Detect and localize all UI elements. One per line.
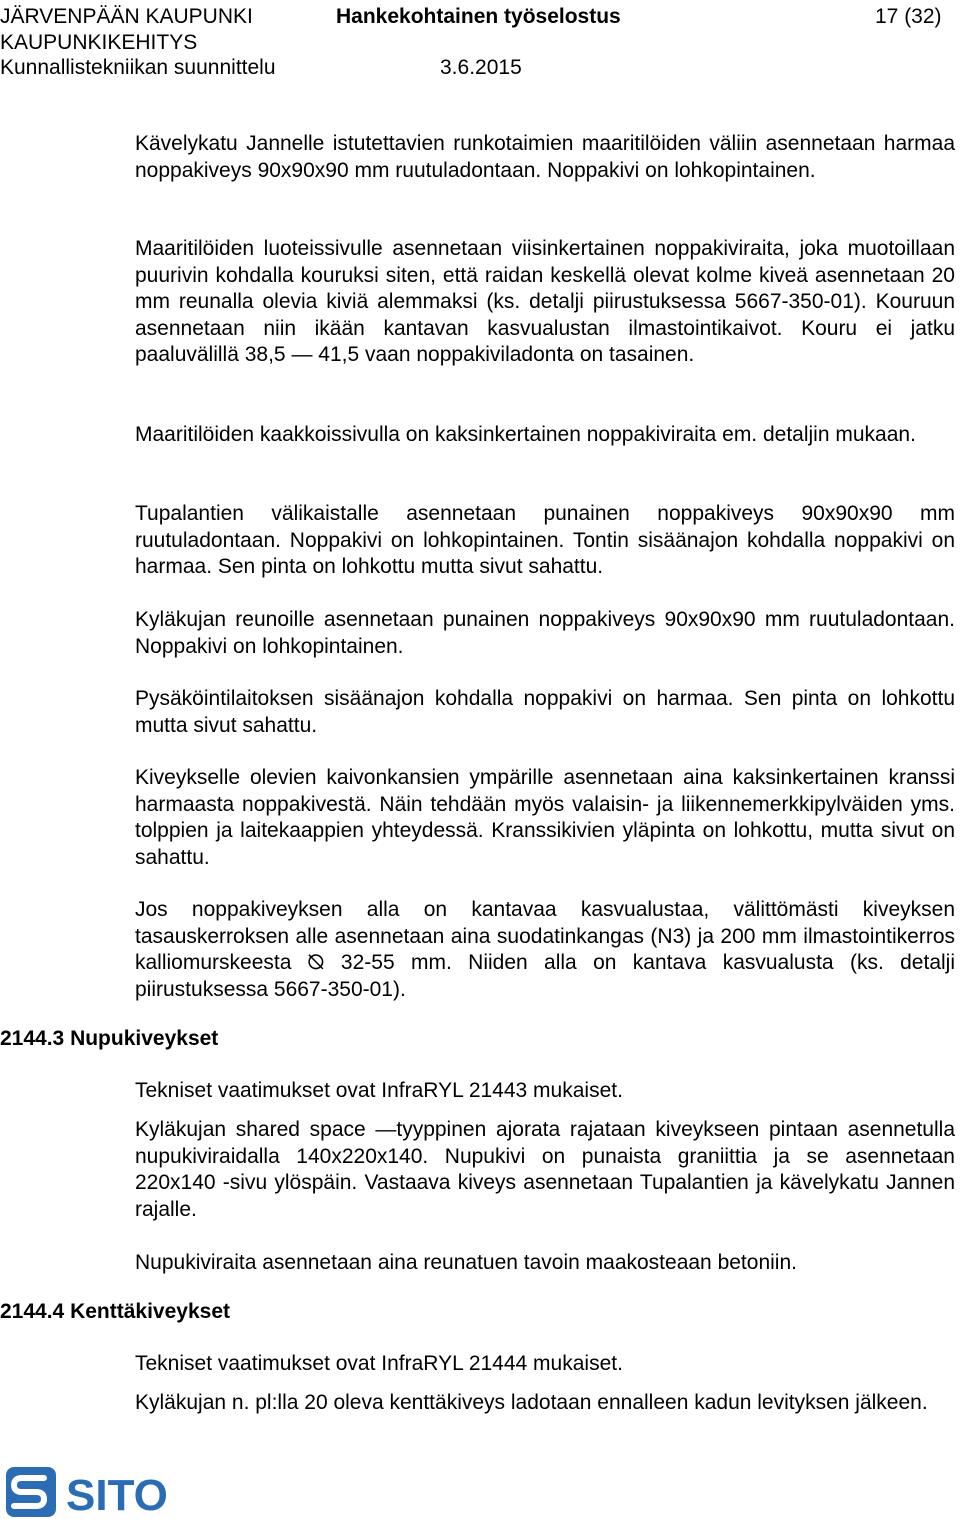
paragraph: Maaritilöiden luoteissivulle asennetaan viisinkertainen noppakiviraita, joka muotoillaan puurivin kohdalla kouruksi siten, että raidan keskellä olevat kolme kiveä asennetaan 20 mm reunalla olevia kiviä alemmaksi (ks. detalji piirustuksessa 5667-350-01). Kouruun asennetaan niin ikään kantavan kasvualustan ilmastointikaivot. Kouru ei jatku paaluvälillä 38,5 — 41,5 vaan noppakiviladonta on tasainen. xyxy=(135,237,955,366)
paragraph: Nupukiviraita asennetaan aina reunatuen tavoin maakosteaan betoniin. xyxy=(135,1251,797,1274)
section-heading-nupukiveykset: 2144.3 Nupukiveykset xyxy=(0,1027,219,1050)
paragraph: Kävelykatu Jannelle istutettavien runkotaimien maaritilöiden väliin asennetaan harmaa noppakiveys 90x90x90 mm ruutuladontaan. Noppakivi on lohkopintainen. xyxy=(135,132,955,182)
paragraph: Pysäköintilaitoksen sisäänajon kohdalla noppakivi on harmaa. Sen pinta on lohkottu mutta sivut sahattu. xyxy=(135,687,955,737)
document-title: Hankekohtainen työselostus xyxy=(336,5,621,28)
paragraph: Tekniset vaatimukset ovat InfraRYL 21444 mukaiset. xyxy=(135,1352,623,1375)
org-name: JÄRVENPÄÄN KAUPUNKI xyxy=(0,5,253,28)
sito-logo-text: SITO xyxy=(66,1471,168,1519)
paragraph: Kyläkujan reunoille asennetaan punainen noppakiveys 90x90x90 mm ruutuladontaan. Noppakivi on lohkopintainen. xyxy=(135,608,955,658)
paragraph: Tupalantien välikaistalle asennetaan punainen noppakiveys 90x90x90 mm ruutuladontaan. Noppakivi on lohkopintainen. Tontin sisäänajon kohdalla noppakivi on harmaa. Sen pinta on lohkottu mutta sivut sahattu. xyxy=(135,502,955,578)
paragraph: Kiveykselle olevien kaivonkansien ympärille asennetaan aina kaksinkertainen kranssi harmaasta noppakivestä. Näin tehdään myös valaisin- ja liikennemerkkipylväiden yms. tolppien ja laitekaappien yhteydessä. Kranssikivien yläpinta on lohkottu, mutta sivut on sahattu. xyxy=(135,766,955,869)
sito-logo xyxy=(0,1464,200,1519)
section-heading-kenttakiveykset: 2144.4 Kenttäkiveykset xyxy=(0,1300,230,1323)
document-date: 3.6.2015 xyxy=(440,56,522,79)
org-unit: Kunnallistekniikan suunnittelu xyxy=(0,56,276,79)
paragraph: Tekniset vaatimukset ovat InfraRYL 21443 mukaiset. xyxy=(135,1079,623,1102)
paragraph: Jos noppakiveyksen alla on kantavaa kasvualustaa, välittömästi kiveyksen tasauskerroksen alle asennetaan aina suodatinkangas (N3) ja 200 mm ilmastointikerros kalliomurskeesta ⦰ 32-55 mm. Niiden alla on kantava kasvualusta (ks. detalji piirustuksessa 5667-350-01). xyxy=(135,898,955,1001)
paragraph: Kyläkujan shared space —tyyppinen ajorata rajataan kiveykseen pintaan asennetulla nupukiviraidalla 140x220x140. Nupukivi on punaista graniittia ja se asennetaan 220x140 -sivu ylöspäin. Vastaava kiveys asennetaan Tupalantien ja kävelykatu Jannen rajalle. xyxy=(135,1118,955,1221)
org-department: KAUPUNKIKEHITYS xyxy=(0,31,198,54)
page-number: 17 (32) xyxy=(875,5,942,28)
paragraph: Kyläkujan n. pl:lla 20 oleva kenttäkiveys ladotaan ennalleen kadun levityksen jälkeen. xyxy=(135,1391,928,1414)
paragraph: Maaritilöiden kaakkoissivulla on kaksinkertainen noppakiviraita em. detaljin mukaan. xyxy=(135,423,916,446)
